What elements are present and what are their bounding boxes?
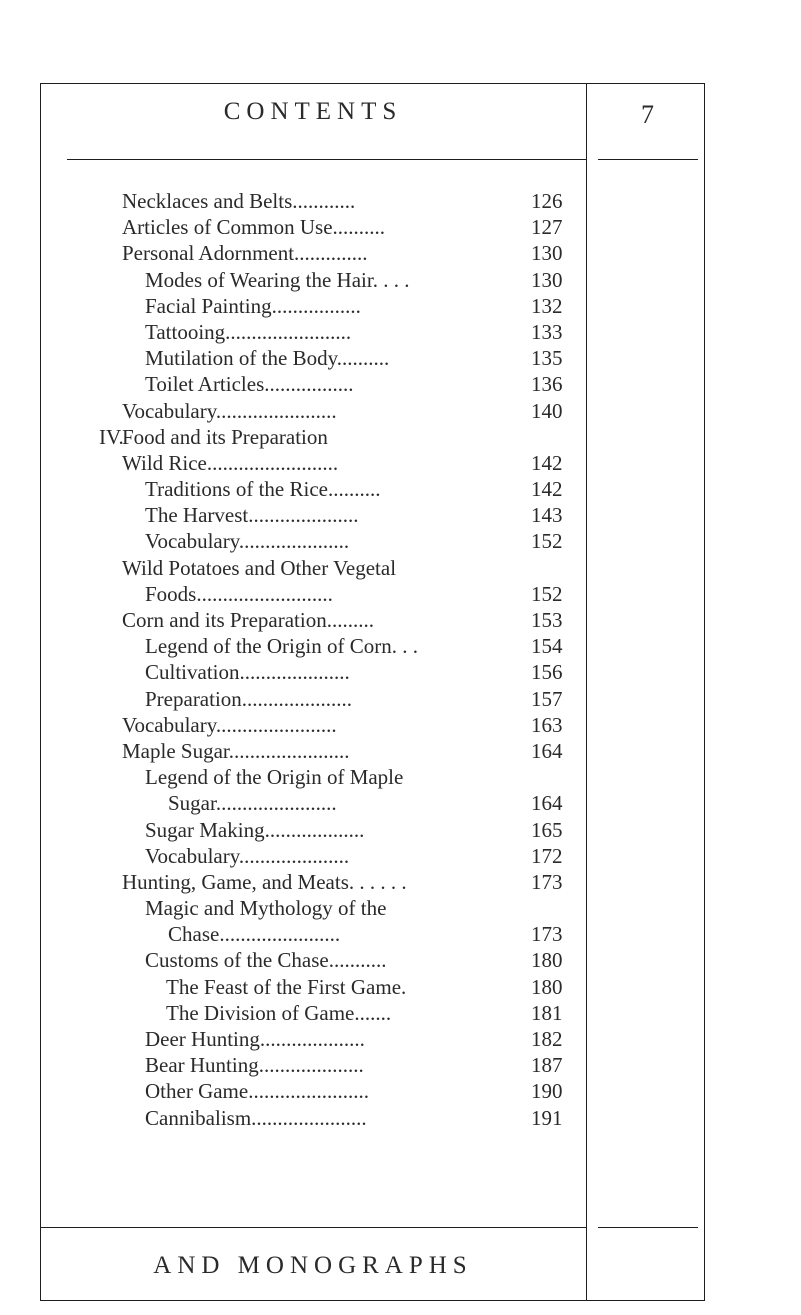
toc-entry [0, 712, 801, 738]
toc-entry-page: 180 [531, 974, 563, 999]
toc-entry-title: Vocabulary..................... [145, 529, 350, 554]
toc-entry [0, 659, 801, 685]
toc-entry-page: 133 [531, 319, 563, 344]
toc-entry-title: Modes of Wearing the Hair. . . . [145, 267, 410, 292]
toc-entry-title: Chase....................... [168, 922, 341, 947]
toc-entry-page: 154 [531, 634, 563, 659]
toc-entry [0, 947, 801, 973]
toc-entry-page: 191 [531, 1105, 563, 1130]
toc-entry-title: Cultivation..................... [145, 660, 350, 685]
toc-entry-title: Legend of the Origin of Maple [145, 765, 404, 790]
toc-entry-title: Cannibalism...................... [145, 1105, 367, 1130]
toc-entry [0, 843, 801, 869]
toc-entry-title: Sugar....................... [168, 791, 337, 816]
toc-entry-title: Mutilation of the Body.......... [145, 346, 390, 371]
toc-entry-title: Vocabulary....................... [122, 398, 337, 423]
toc-entry [0, 188, 801, 214]
toc-entry-page: 142 [531, 477, 563, 502]
toc-entry [0, 371, 801, 397]
toc-entry-page: 182 [531, 1027, 563, 1051]
toc-entry-title: Facial Painting................. [145, 293, 361, 318]
toc-entry [0, 398, 801, 424]
table-of-contents [0, 188, 801, 1131]
toc-entry-title: Corn and its Preparation......... [122, 608, 374, 632]
page-footer-title: AND MONOGRAPHS [153, 1252, 473, 1279]
toc-entry-page: 127 [531, 215, 563, 240]
toc-entry [0, 1105, 801, 1131]
toc-entry-title: Vocabulary..................... [145, 843, 350, 868]
toc-entry [0, 974, 801, 1000]
toc-entry-page: 152 [531, 581, 563, 606]
toc-entry [0, 424, 801, 450]
toc-entry [0, 581, 801, 607]
toc-entry-title: The Division of Game....... [166, 1000, 392, 1025]
toc-entry-page: 164 [531, 738, 563, 763]
toc-entry-title: The Feast of the First Game. [166, 974, 407, 999]
toc-entry [0, 528, 801, 554]
toc-entry-title: Preparation..................... [145, 686, 353, 711]
toc-entry-page: 187 [531, 1053, 563, 1078]
toc-entry-title: Food and its Preparation [122, 424, 328, 449]
toc-entry-title: Customs of the Chase........... [145, 948, 387, 973]
toc-entry-numeral: IV. [99, 424, 124, 449]
toc-entry [0, 1000, 801, 1026]
header-rule-right [598, 159, 698, 160]
toc-entry-page: 126 [531, 189, 563, 213]
toc-entry-page: 143 [531, 503, 563, 528]
toc-entry [0, 790, 801, 816]
header-rule-left [67, 159, 586, 160]
toc-entry-page: 190 [531, 1079, 563, 1104]
toc-entry-title: Tattooing........................ [145, 319, 352, 344]
toc-entry [0, 817, 801, 843]
toc-entry [0, 267, 801, 293]
toc-entry-title: Necklaces and Belts............ [122, 189, 356, 213]
toc-entry [0, 476, 801, 502]
toc-entry [0, 450, 801, 476]
toc-entry-title: The Harvest..................... [145, 503, 359, 528]
toc-entry-page: 130 [531, 241, 563, 266]
toc-entry-title: Magic and Mythology of the [145, 896, 387, 921]
toc-entry [0, 214, 801, 240]
toc-entry-title: Toilet Articles................. [145, 372, 354, 397]
toc-entry-page: 135 [531, 346, 563, 371]
toc-entry-title: Deer Hunting.................... [145, 1027, 365, 1051]
toc-entry-page: 152 [531, 529, 563, 554]
toc-entry [0, 895, 801, 921]
toc-entry [0, 345, 801, 371]
page-number: 7 [641, 100, 654, 129]
toc-entry-title: Traditions of the Rice.......... [145, 477, 381, 502]
toc-entry [0, 764, 801, 790]
toc-entry [0, 293, 801, 319]
toc-entry [0, 1026, 801, 1052]
toc-entry-title: Sugar Making................... [145, 817, 365, 842]
toc-entry [0, 607, 801, 633]
toc-entry [0, 921, 801, 947]
toc-entry-page: 181 [531, 1000, 563, 1025]
toc-entry-page: 163 [531, 712, 563, 737]
toc-entry-page: 140 [531, 398, 563, 423]
toc-entry-page: 180 [531, 948, 563, 973]
footer-rule-right [598, 1227, 698, 1228]
toc-entry-page: 173 [531, 869, 563, 894]
toc-entry-title: Vocabulary....................... [122, 712, 337, 737]
toc-entry-title: Maple Sugar....................... [122, 738, 350, 763]
toc-entry-title: Bear Hunting.................... [145, 1053, 364, 1078]
toc-entry-page: 156 [531, 660, 563, 685]
toc-entry-title: Hunting, Game, and Meats. . . . . . [122, 869, 407, 894]
toc-entry-title: Legend of the Origin of Corn. . . [145, 634, 418, 659]
toc-entry [0, 1078, 801, 1104]
toc-entry [0, 502, 801, 528]
toc-entry [0, 633, 801, 659]
toc-entry-page: 164 [531, 791, 563, 816]
toc-entry-page: 157 [531, 686, 563, 711]
footer-rule-left [40, 1227, 586, 1228]
toc-entry-title: Other Game....................... [145, 1079, 369, 1104]
toc-entry-page: 153 [531, 608, 563, 632]
page-header-title: CONTENTS [223, 98, 403, 125]
toc-entry [0, 869, 801, 895]
toc-entry-page: 173 [531, 922, 563, 947]
toc-entry-page: 165 [531, 817, 563, 842]
toc-entry [0, 240, 801, 266]
toc-entry-title: Wild Rice......................... [122, 450, 339, 475]
toc-entry-page: 132 [531, 293, 563, 318]
toc-entry-title: Wild Potatoes and Other Vegetal [122, 555, 397, 580]
toc-entry-title: Articles of Common Use.......... [122, 215, 386, 240]
toc-entry [0, 1052, 801, 1078]
toc-entry-page: 130 [531, 267, 563, 292]
toc-entry-page: 142 [531, 450, 563, 475]
toc-entry [0, 738, 801, 764]
toc-entry [0, 555, 801, 581]
toc-entry-page: 172 [531, 843, 563, 868]
toc-entry [0, 686, 801, 712]
toc-entry-page: 136 [531, 372, 563, 397]
toc-entry [0, 319, 801, 345]
toc-entry-title: Foods.......................... [145, 581, 333, 606]
toc-entry-title: Personal Adornment.............. [122, 241, 368, 266]
